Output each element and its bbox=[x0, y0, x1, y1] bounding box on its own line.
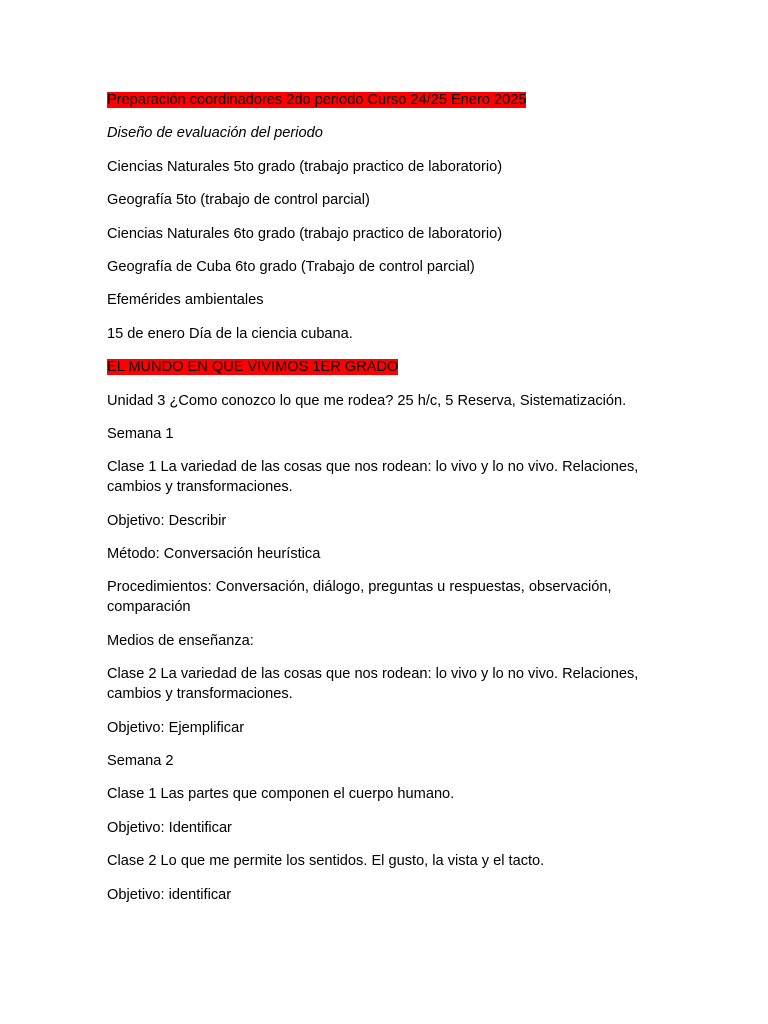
paragraph: Objetivo: Identificar bbox=[107, 819, 232, 836]
paragraph: Clase 2 La variedad de las cosas que nos rodean: lo vivo y lo no vivo. Relaciones, cambios y transformaciones. bbox=[107, 666, 639, 703]
highlighted-text: Preparación coordinadores 2do periodo Curso 24/25 Enero 2025 bbox=[107, 92, 527, 108]
paragraph: Geografía de Cuba 6to grado (Trabajo de control parcial) bbox=[107, 258, 475, 275]
document-title bbox=[107, 90, 677, 110]
section-subtitle: Diseño de evaluación del periodo bbox=[107, 125, 323, 142]
paragraph: Unidad 3 ¿Como conozco lo que me rodea? 25 h/c, 5 Reserva, Sistematización. bbox=[107, 392, 627, 409]
paragraph: Ciencias Naturales 6to grado (trabajo practico de laboratorio) bbox=[107, 225, 503, 242]
paragraph: 15 de enero Día de la ciencia cubana. bbox=[107, 325, 353, 342]
paragraph: Objetivo: identificar bbox=[107, 886, 232, 903]
paragraph: Clase 1 Las partes que componen el cuerpo humano. bbox=[107, 786, 455, 803]
paragraph: Semana 2 bbox=[107, 753, 174, 770]
paragraph: Efemérides ambientales bbox=[107, 292, 264, 309]
paragraph: Clase 1 La variedad de las cosas que nos rodean: lo vivo y lo no vivo. Relaciones, cambios y transformaciones. bbox=[107, 459, 639, 496]
paragraph: Geografía 5to (trabajo de control parcial) bbox=[107, 192, 370, 209]
paragraph: Clase 2 Lo que me permite los sentidos. El gusto, la vista y el tacto. bbox=[107, 853, 545, 870]
paragraph: Objetivo: Describir bbox=[107, 512, 227, 529]
document-body bbox=[107, 90, 677, 918]
paragraph: Medios de enseñanza: bbox=[107, 632, 254, 649]
paragraph: Ciencias Naturales 5to grado (trabajo practico de laboratorio) bbox=[107, 158, 503, 175]
paragraph: Método: Conversación heurística bbox=[107, 546, 321, 563]
highlighted-text: EL MUNDO EN QUE VIVIMOS 1ER GRADO bbox=[107, 359, 399, 376]
paragraph: Procedimientos: Conversación, diálogo, preguntas u respuestas, observación, comparación bbox=[107, 579, 612, 616]
section-heading bbox=[107, 357, 677, 377]
paragraph: Semana 1 bbox=[107, 425, 174, 442]
paragraph: Objetivo: Ejemplificar bbox=[107, 719, 245, 736]
